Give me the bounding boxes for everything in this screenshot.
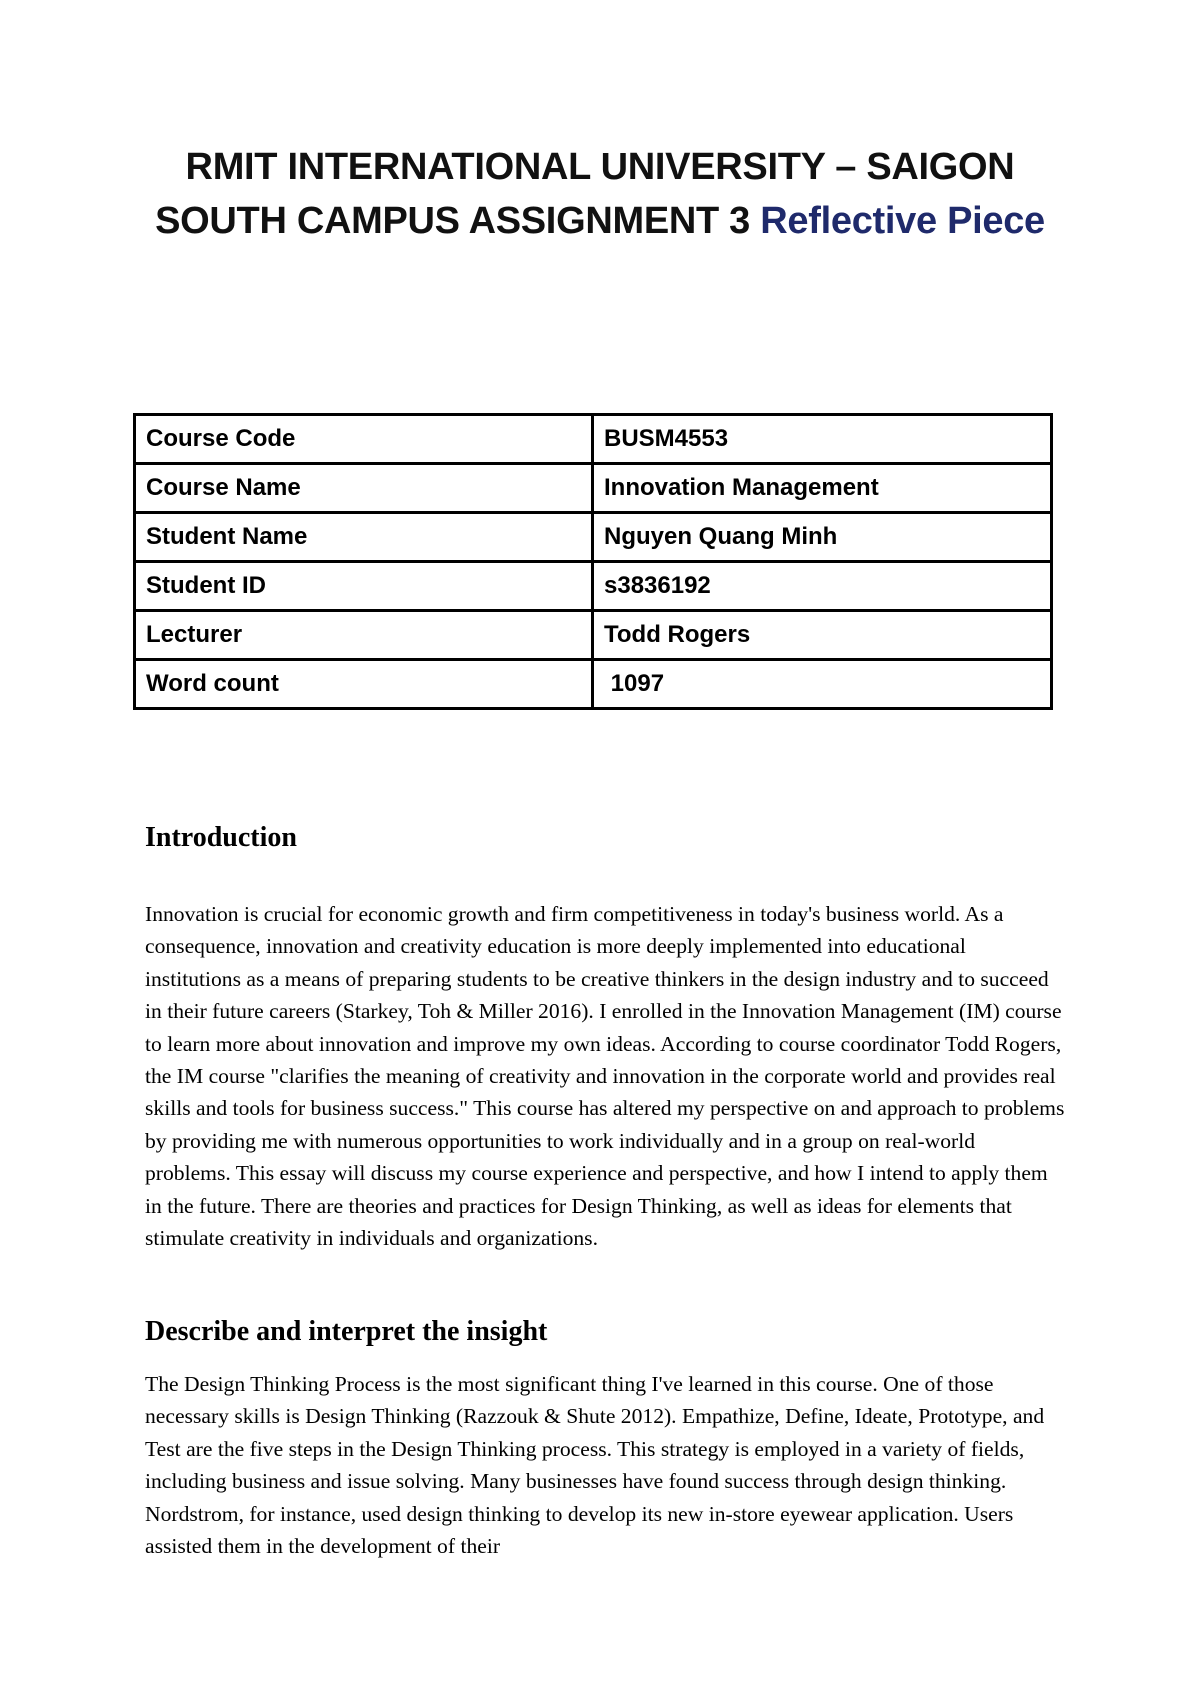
title-accent: Reflective Piece [760,200,1045,242]
document-title [120,140,1080,248]
table-row [135,660,1052,709]
table-row [135,415,1052,464]
title-main: RMIT INTERNATIONAL UNIVERSITY – SAIGON SOUTH CAMPUS ASSIGNMENT 3 [155,146,1015,242]
introduction-heading: Introduction [145,822,297,853]
insight-paragraph: The Design Thinking Process is the most significant thing I've learned in this course. One of those necessary skills is Design Thinking (Razzouk & Shute 2012). Empathize, Define, Ideate, Prototype, and Test are the five steps in the Design Thinking process. This strategy is employed in a variety of fields, including business and issue solving. Many businesses have found success through design thinking. Nordstrom, for instance, used design thinking to develop its new in-store eyewear application. Users assisted them in the development of their [145,1372,1045,1559]
insight-heading: Describe and interpret the insight [145,1316,548,1347]
table-row [135,611,1052,660]
row-label: Course Code [135,415,593,464]
course-info-table [133,413,1053,710]
row-value: 1097 [593,660,1052,709]
row-value: s3836192 [593,562,1052,611]
row-label: Course Name [135,464,593,513]
introduction-paragraph: Innovation is crucial for economic growth and firm competitiveness in today's business world. As a consequence, innovation and creativity education is more deeply implemented into educational institutions as a means of preparing students to be creative thinkers in the design industry and to succeed in their future careers (Starkey, Toh & Miller 2016). I enrolled in the Innovation Management (IM) course to learn more about innovation and improve my own ideas. According to course coordinator Todd Rogers, the IM course "clarifies the meaning of creativity and innovation in the corporate world and provides real skills and tools for business success." This course has altered my perspective on and approach to problems by providing me with numerous opportunities to work individually and in a group on real-world problems. This essay will discuss my course experience and perspective, and how I intend to apply them in the future. There are theories and practices for Design Thinking, as well as ideas for elements that stimulate creativity in individuals and organizations. [145,902,1065,1251]
table-row [135,464,1052,513]
row-label: Word count [135,660,593,709]
row-value: Todd Rogers [593,611,1052,660]
row-label: Lecturer [135,611,593,660]
table-row [135,562,1052,611]
row-value: Nguyen Quang Minh [593,513,1052,562]
row-label: Student Name [135,513,593,562]
row-value: BUSM4553 [593,415,1052,464]
row-label: Student ID [135,562,593,611]
table-row [135,513,1052,562]
row-value: Innovation Management [593,464,1052,513]
